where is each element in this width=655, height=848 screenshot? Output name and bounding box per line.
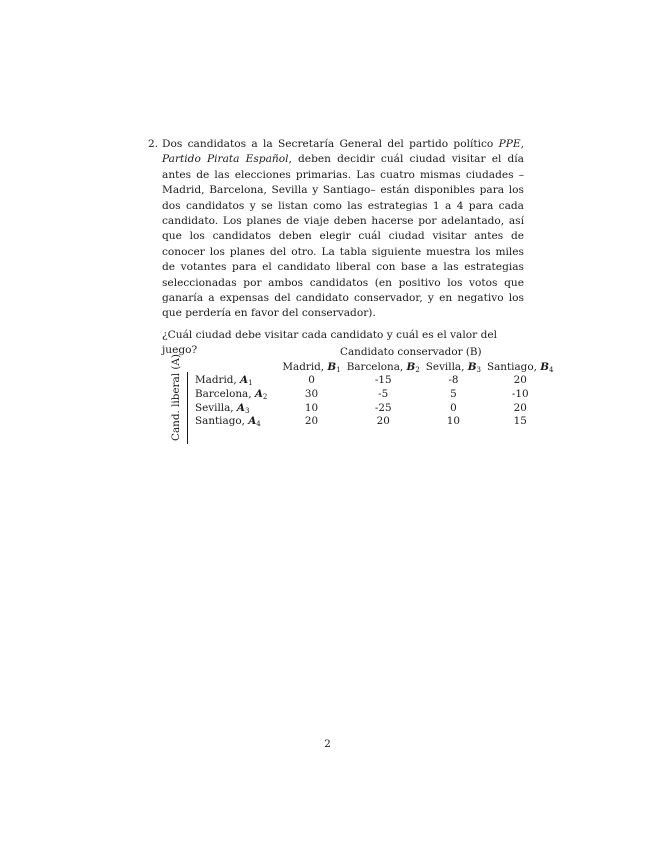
payoff-cell: -10: [511, 387, 529, 400]
row-header-sub: 3: [244, 406, 250, 415]
payoff-cell: 10: [304, 401, 319, 414]
table-row: [192, 401, 556, 415]
payoff-cell: 0: [308, 374, 315, 387]
column-header-sub: 3: [476, 365, 481, 374]
column-header: [484, 360, 556, 374]
problem-question: ¿Cuál ciudad debe visitar cada candidato y cuál es el valor del juego?: [162, 328, 498, 357]
row-header-var: A: [254, 387, 263, 400]
row-header-var: A: [248, 415, 257, 428]
column-header-var: B: [540, 360, 549, 373]
row-header-sub: 4: [256, 420, 261, 429]
row-header-var: A: [236, 401, 245, 414]
header-row: [192, 360, 556, 374]
row-header: [192, 414, 279, 428]
payoff-cell: 0: [450, 401, 457, 414]
table-row: [192, 374, 556, 388]
column-header: [279, 360, 343, 374]
payoff-cell: -5: [378, 387, 389, 400]
column-header-var: B: [327, 360, 337, 373]
problem-number: 2.: [148, 138, 159, 150]
problem-2: [148, 137, 524, 359]
problem-statement: [162, 137, 524, 322]
party-name: PPE, Partido Pirata Español: [162, 138, 524, 166]
statement-part-1: Dos candidatos a la Secretaría General del partido político: [162, 138, 499, 150]
payoff-cell: -8: [448, 374, 459, 387]
row-header-sub: 1: [248, 379, 253, 388]
payoff-table: [192, 360, 556, 428]
statement-part-2: , deben decidir cuál ciudad visitar el día antes de las elecciones primarias. Las cuatro mismas ciudades – Madrid, Barcelona, Sevilla y Santiago– están disponibles para los dos candidatos y se listan como las estrategias 1 a 4 para cada candidato. Los planes de viaje deben hacerse por adelantado, así que los candidatos deben elegir cuál ciudad visitar antes de conocer los planes del otro. La tabla siguiente muestra los miles de votantes para el candidato liberal con base a las estrategias seleccionadas por ambos candidatos (en positivo los votos que ganaría a expensas del candidato conservador, y en negativo los que perdería en favor del conservador).: [162, 153, 524, 320]
row-header: [192, 401, 279, 415]
column-header-sub: 4: [549, 365, 554, 374]
payoff-cell: -15: [374, 374, 392, 387]
column-header-city: Madrid,: [282, 360, 328, 373]
table-row: [192, 387, 556, 401]
column-header: [344, 360, 423, 374]
row-group-rule: [187, 372, 188, 444]
row-header: [192, 387, 279, 401]
payoff-cell: 20: [376, 415, 390, 428]
column-header-city: Santiago,: [486, 360, 541, 373]
row-header-city: Madrid,: [195, 374, 241, 387]
row-header-city: Barcelona,: [195, 387, 255, 400]
column-header: [423, 360, 484, 374]
payoff-cell: 10: [446, 415, 460, 428]
column-header-city: Barcelona,: [346, 360, 407, 373]
column-header-var: B: [467, 360, 477, 373]
corner-cell: [192, 360, 279, 374]
row-header-var: A: [240, 374, 249, 387]
row-header-city: Santiago,: [195, 415, 249, 428]
column-header-sub: 2: [415, 365, 420, 374]
row-group-title: Cand. liberal (A): [170, 354, 182, 441]
payoff-cell: 15: [513, 415, 527, 428]
payoff-cell: 30: [304, 387, 319, 400]
payoff-cell: 20: [513, 401, 527, 414]
payoff-cell: 20: [304, 415, 319, 428]
row-header-city: Sevilla,: [195, 401, 237, 414]
column-header-var: B: [406, 360, 416, 373]
table-row: [192, 414, 556, 428]
row-header-sub: 2: [262, 392, 268, 401]
payoff-cell: -25: [374, 401, 392, 414]
column-group-title: Candidato conservador (B): [340, 346, 482, 358]
payoff-cell: 20: [513, 374, 527, 387]
row-header: [192, 374, 279, 388]
payoff-cell: 5: [450, 387, 457, 400]
payoff-table-block: [168, 346, 554, 446]
page-number: 2: [324, 738, 331, 750]
column-header-sub: 1: [336, 365, 341, 374]
column-header-city: Sevilla,: [425, 360, 468, 373]
